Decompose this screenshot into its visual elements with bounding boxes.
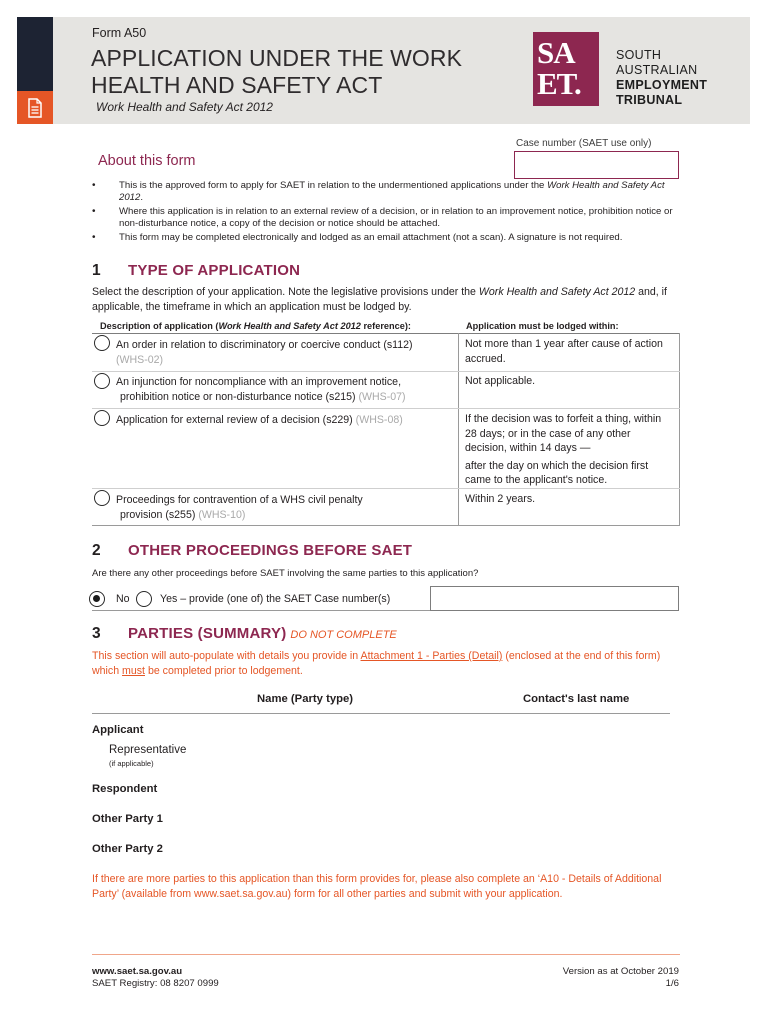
- option-civil-penalty-radio[interactable]: [94, 490, 110, 506]
- section-3-title: PARTIES (SUMMARY) DO NOT COMPLETE: [128, 625, 397, 642]
- footer-registry: SAET Registry: 08 8207 0999: [92, 978, 219, 989]
- option-discriminatory-conduct-label: An order in relation to discriminatory or coercive conduct (s112) (WHS-02): [116, 339, 413, 366]
- about-bullet-3: • This form may be completed electronically and lodged as an email attachment (not a scan). A signature is not required.: [92, 232, 677, 244]
- party-representative: Representative: [109, 744, 187, 756]
- row-divider: [92, 488, 680, 489]
- document-icon-box: [17, 91, 53, 124]
- option-external-review-label: Application for external review of a decision (s229) (WHS-08): [116, 414, 403, 426]
- col-lodged-within-header: Application must be lodged within:: [466, 321, 619, 331]
- option-3-timeframe: If the decision was to forfeit a thing, within 28 days; or in the case of any other decision, within 14 days — after the day on which the decision first came to the applicant's notice.: [465, 413, 662, 486]
- option-2-timeframe: Not applicable.: [465, 375, 536, 387]
- option-injunction-radio[interactable]: [94, 373, 110, 389]
- about-heading: About this form: [98, 153, 196, 169]
- table-bottom-border: [92, 525, 680, 526]
- document-icon: [27, 98, 43, 118]
- option-discriminatory-conduct-radio[interactable]: [94, 335, 110, 351]
- col-contact-last-name: Contact's last name: [523, 693, 630, 705]
- about-bullet-2: • Where this application is in relation to an external review of a decision, or in relation to an improvement notice, prohibition notice or non-disturbance notice, a copy of the decision or notice should be attached.: [92, 206, 677, 230]
- saet-logo-mark: SA ET.: [533, 32, 599, 106]
- col-name-party-type: Name (Party type): [257, 693, 354, 705]
- footer-contact: [92, 966, 219, 990]
- option-external-review-radio[interactable]: [94, 410, 110, 426]
- section-1-title: TYPE OF APPLICATION: [128, 262, 301, 279]
- footer-rule: [92, 954, 680, 955]
- additional-parties-note: If there are more parties to this application than this form provides for, please also complete an ‘A10 - Details of Additional Party’ (available from www.saet.sa.gov.au) form for all other parties and submit with your application.: [92, 873, 662, 900]
- section-2-title: OTHER PROCEEDINGS BEFORE SAET: [128, 542, 413, 559]
- section-1-intro: Select the description of your application. Note the legislative provisions under the Work Health and Safety Act 2012 and, if applicable, the timeframe in which an application must be lodged by.: [92, 286, 667, 313]
- page-title: [91, 45, 462, 99]
- party-other-2: Other Party 2: [92, 843, 163, 855]
- footer-website[interactable]: www.saet.sa.gov.au: [92, 966, 183, 977]
- title-line-2: HEALTH AND SAFETY ACT: [91, 72, 383, 98]
- section-2-number: 2: [92, 542, 101, 559]
- table-right-border: [679, 333, 680, 526]
- table-column-divider: [458, 333, 459, 526]
- footer-version: Version as at October 2019 1/6: [500, 966, 679, 990]
- party-representative-hint: (if applicable): [109, 759, 154, 768]
- party-other-1: Other Party 1: [92, 813, 163, 825]
- act-subtitle: Work Health and Safety Act 2012: [96, 100, 273, 114]
- other-proceedings-yes-label: Yes – provide (one of) the SAET Case number(s): [160, 593, 391, 605]
- row-divider: [92, 371, 680, 372]
- case-number-label: Case number (SAET use only): [516, 138, 652, 149]
- section-3-number: 3: [92, 625, 101, 642]
- saet-logo-text: SOUTH AUSTRALIAN EMPLOYMENT TRIBUNAL: [616, 48, 708, 107]
- title-line-1: APPLICATION UNDER THE WORK: [91, 45, 463, 71]
- page-number: 1/6: [665, 978, 679, 989]
- other-proceedings-no-label: No: [116, 593, 130, 605]
- saet-case-numbers-input[interactable]: [430, 586, 679, 611]
- form-code: Form A50: [92, 26, 147, 40]
- option-4-timeframe: Within 2 years.: [465, 493, 536, 505]
- party-applicant: Applicant: [92, 724, 144, 736]
- option-civil-penalty-label: Proceedings for contravention of a WHS civil penalty provision (s255) (WHS-10): [116, 494, 363, 521]
- other-proceedings-no-radio[interactable]: [89, 591, 105, 607]
- row-divider: [92, 408, 680, 409]
- parties-header-rule: [92, 713, 670, 714]
- case-number-input[interactable]: [514, 151, 679, 179]
- section-2-rule: [92, 610, 432, 611]
- option-injunction-label: An injunction for noncompliance with an improvement notice, prohibition notice or non-disturbance notice (s215) (WHS-07): [116, 376, 406, 403]
- about-bullets: [92, 180, 677, 246]
- do-not-complete-note: DO NOT COMPLETE: [290, 629, 397, 641]
- section-2-question: Are there any other proceedings before SAET involving the same parties to this application?: [92, 568, 479, 579]
- option-1-timeframe: Not more than 1 year after cause of action accrued.: [465, 338, 663, 365]
- party-respondent: Respondent: [92, 783, 158, 795]
- attachment-1-link[interactable]: Attachment 1 - Parties (Detail): [360, 650, 503, 662]
- about-bullet-1: • This is the approved form to apply for SAET in relation to the undermentioned applications under the Work Health and Safety Act 2012.: [92, 180, 677, 204]
- side-bar: [17, 17, 53, 91]
- section-1-number: 1: [92, 262, 101, 279]
- section-3-description: This section will auto-populate with details you provide in Attachment 1 - Parties (Detail) (enclosed at the end of this form) which must be completed prior to lodgement.: [92, 650, 661, 677]
- table-header-rule: [92, 333, 680, 334]
- other-proceedings-yes-radio[interactable]: [136, 591, 152, 607]
- col-description-header: Description of application (Work Health and Safety Act 2012 reference):: [100, 321, 411, 331]
